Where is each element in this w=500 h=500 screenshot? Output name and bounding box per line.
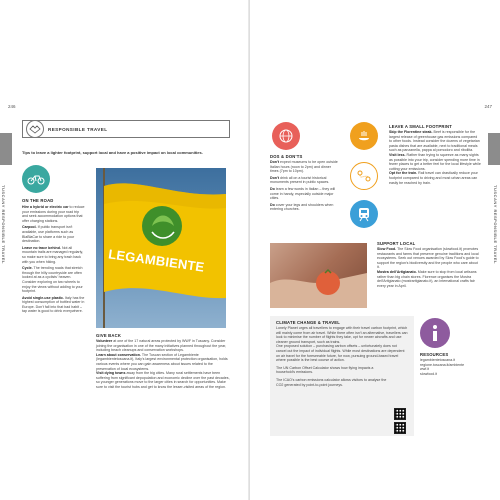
side-label-left: TUSCANY RESPONSIBLE TRAVEL (0, 185, 6, 264)
route-pin-icon (350, 162, 378, 190)
resource-link[interactable]: slowfood.it (420, 371, 437, 376)
side-label-right: TUSCANY RESPONSIBLE TRAVEL (492, 185, 498, 264)
dos-donts-item: Don't drink all on a tourist historical monuments present in public spaces. (270, 175, 330, 185)
on-the-road-item: Carpool. If public transport isn't available, use platforms such as BlaBlaCar to share a ride to your destination. (22, 225, 75, 244)
resource-link[interactable]: wwf.it (420, 367, 429, 372)
small-footprint-heading: LEAVE A SMALL FOOTPRINT (389, 124, 452, 129)
support-local-item: Slow Food. The Slow Food organisation (slowfood.it) promotes restaurants and farms that preserve genuine traditions and local ecosystems. Seek out venues awarded by Slow Food's guide to support the region's biodiversity and the people who care about it. (377, 247, 479, 270)
on-the-road-item: Leave no trace behind. Not all mountain trails are managed regularly, so make sure to bring any trash back with you when hiking. (22, 245, 84, 264)
give-back-item: Volunteer at one of the 17 natural areas protected by WWF in Tuscany. Consider joining the organisation in one of the many initiatives planned throughout the year, including beach cleanups and conservation workshops. (96, 339, 227, 353)
dos-donts-heading: DOS & DON'TS (270, 154, 303, 159)
page-number-left: 246 (8, 104, 16, 109)
dos-donts-item: Do cover your legs and shoulders when entering churches. (270, 202, 334, 212)
climate-change-box (270, 316, 414, 436)
on-the-road-item: Cycle. The trending roads that stretch through the hilly countryside are often looked at as a cyclists' heaven. Consider exploring on two wheels to enjoy the views without adding to your footprint. (22, 266, 83, 294)
dos-donts-item: Do learn a few words in Italian – they will come in handy, especially outside major cities. (270, 186, 336, 201)
intro-text: Tips to leave a lighter footprint, support local and have a positive impact on local communities. (22, 150, 203, 155)
dos-donts-list (270, 160, 340, 212)
food-icon (350, 122, 378, 150)
globe-icon (272, 122, 300, 150)
on-the-road-heading: ON THE ROAD (22, 198, 54, 203)
support-local-item: Mostra dell'Artigianato. Make sure to stop from local artisans rather than big chain stores. Florence organises the Mostra dell'Artigianato (mostrartigianato.it), an international crafts fair every year in April. (377, 269, 477, 288)
resources-list (420, 358, 482, 376)
resource-link[interactable]: regione.toscana.it/ambiente (420, 362, 465, 367)
on-the-road-list (22, 205, 86, 314)
right-page (250, 0, 500, 500)
bicycle-icon (22, 165, 50, 193)
dos-donts-item: Don't expect museums to be open outside Italian hours (noon to 2pm) and dinner times (7pm to 10pm). (270, 160, 338, 174)
info-icon (420, 318, 450, 348)
small-footprint-item: Skip the Florentine steak. Beef is responsible for the largest release of greenhouse gas emissions compared to other foods. Instead consider the dozens of vegetarian pasta dishes that are available, next to traditional meals such as panzanella, pappa al pomodoro and ribollita. (389, 130, 480, 153)
handshake-icon (26, 120, 44, 138)
side-tab-left (0, 133, 12, 165)
climate-paragraph: The UN Carbon Offset Calculator shows how flying impacts a household's emissions. (276, 365, 374, 375)
give-back-item: Visit dying towns away from the big cities. Many rural settlements have been suffering from significant depopulation and economic decline over the past decades, so younger generations move to the larger cities in search for opportunities. Make sure to visit the tourist hubs and get to know the lesser-visited areas of the region. (96, 371, 230, 389)
qr-code-un (394, 408, 406, 420)
support-local-heading: SUPPORT LOCAL (377, 241, 416, 246)
flag-text: LEGAMBIENTE (107, 246, 206, 275)
small-footprint-item: Opt for the train. Rail travel can drastically reduce your footprint compared to driving and most urban areas can easily be reached by train. (389, 171, 478, 185)
give-back-list (96, 339, 232, 390)
climate-change-heading: CLIMATE CHANGE & TRAVEL (276, 320, 340, 325)
page-number-right: 247 (484, 104, 492, 109)
give-back-item: Learn about conservation. The Tuscan section of Legambiente (legambientetoscana.it), Italy's largest environmental protection organisation, holds various events where you can gain awareness about issues related to the preservation of local ecosystems. (96, 352, 228, 371)
small-footprint-item: Visit less. Rather than trying to squeeze as many sights as possible into your trip, consider spending more time in fewer places to get a better feel for the local lifestyle while cutting your emissions. (389, 152, 481, 171)
qr-code-icao (394, 422, 406, 434)
climate-paragraph: The ICAO's carbon emissions calculator allows visitors to analyse the CO2 generated by point-to-point journeys. (276, 377, 387, 387)
on-the-road-item: Avoid single-use plastic. Italy has the highest consumption of bottled water in Europe. Don't fall into that bad habit – tap water is good to drink everywhere. (22, 295, 85, 314)
small-footprint-list (389, 130, 481, 185)
side-tab-right (488, 133, 500, 165)
section-header-title: RESPONSIBLE TRAVEL (48, 126, 108, 132)
on-the-road-item: Hire a hybrid or electric car to reduce your emissions during your road trip and seek accommodation options that offer charging stations. (22, 205, 85, 223)
section-header (22, 120, 230, 138)
give-back-heading: GIVE BACK (96, 333, 122, 338)
climate-paragraph: Lonely Planet urges all travellers to engage with their travel carbon footprint, which will mainly come from air travel. While there often isn't an alternative, travellers can look to minimise the number of flights they take, opt for newer aircrafts and use cleaner ground transport, such as trains. (276, 326, 408, 344)
climate-paragraph: One proposed solution – purchasing carbon offsets – unfortunately does not cancel out the impact of individual flights. While most destinations are dependent on air travel for the foreseeable future, for now, pursuing ground-based travel where possible is the best course of action. (276, 344, 405, 363)
train-icon (350, 200, 378, 228)
resource-link[interactable]: legambientetoscana.it (420, 358, 455, 362)
support-local-list (377, 247, 481, 288)
legambiente-flag-photo (96, 168, 226, 328)
hands-tomato-photo (270, 243, 367, 308)
climate-change-text (276, 326, 408, 387)
resources-heading: RESOURCES (420, 352, 449, 357)
